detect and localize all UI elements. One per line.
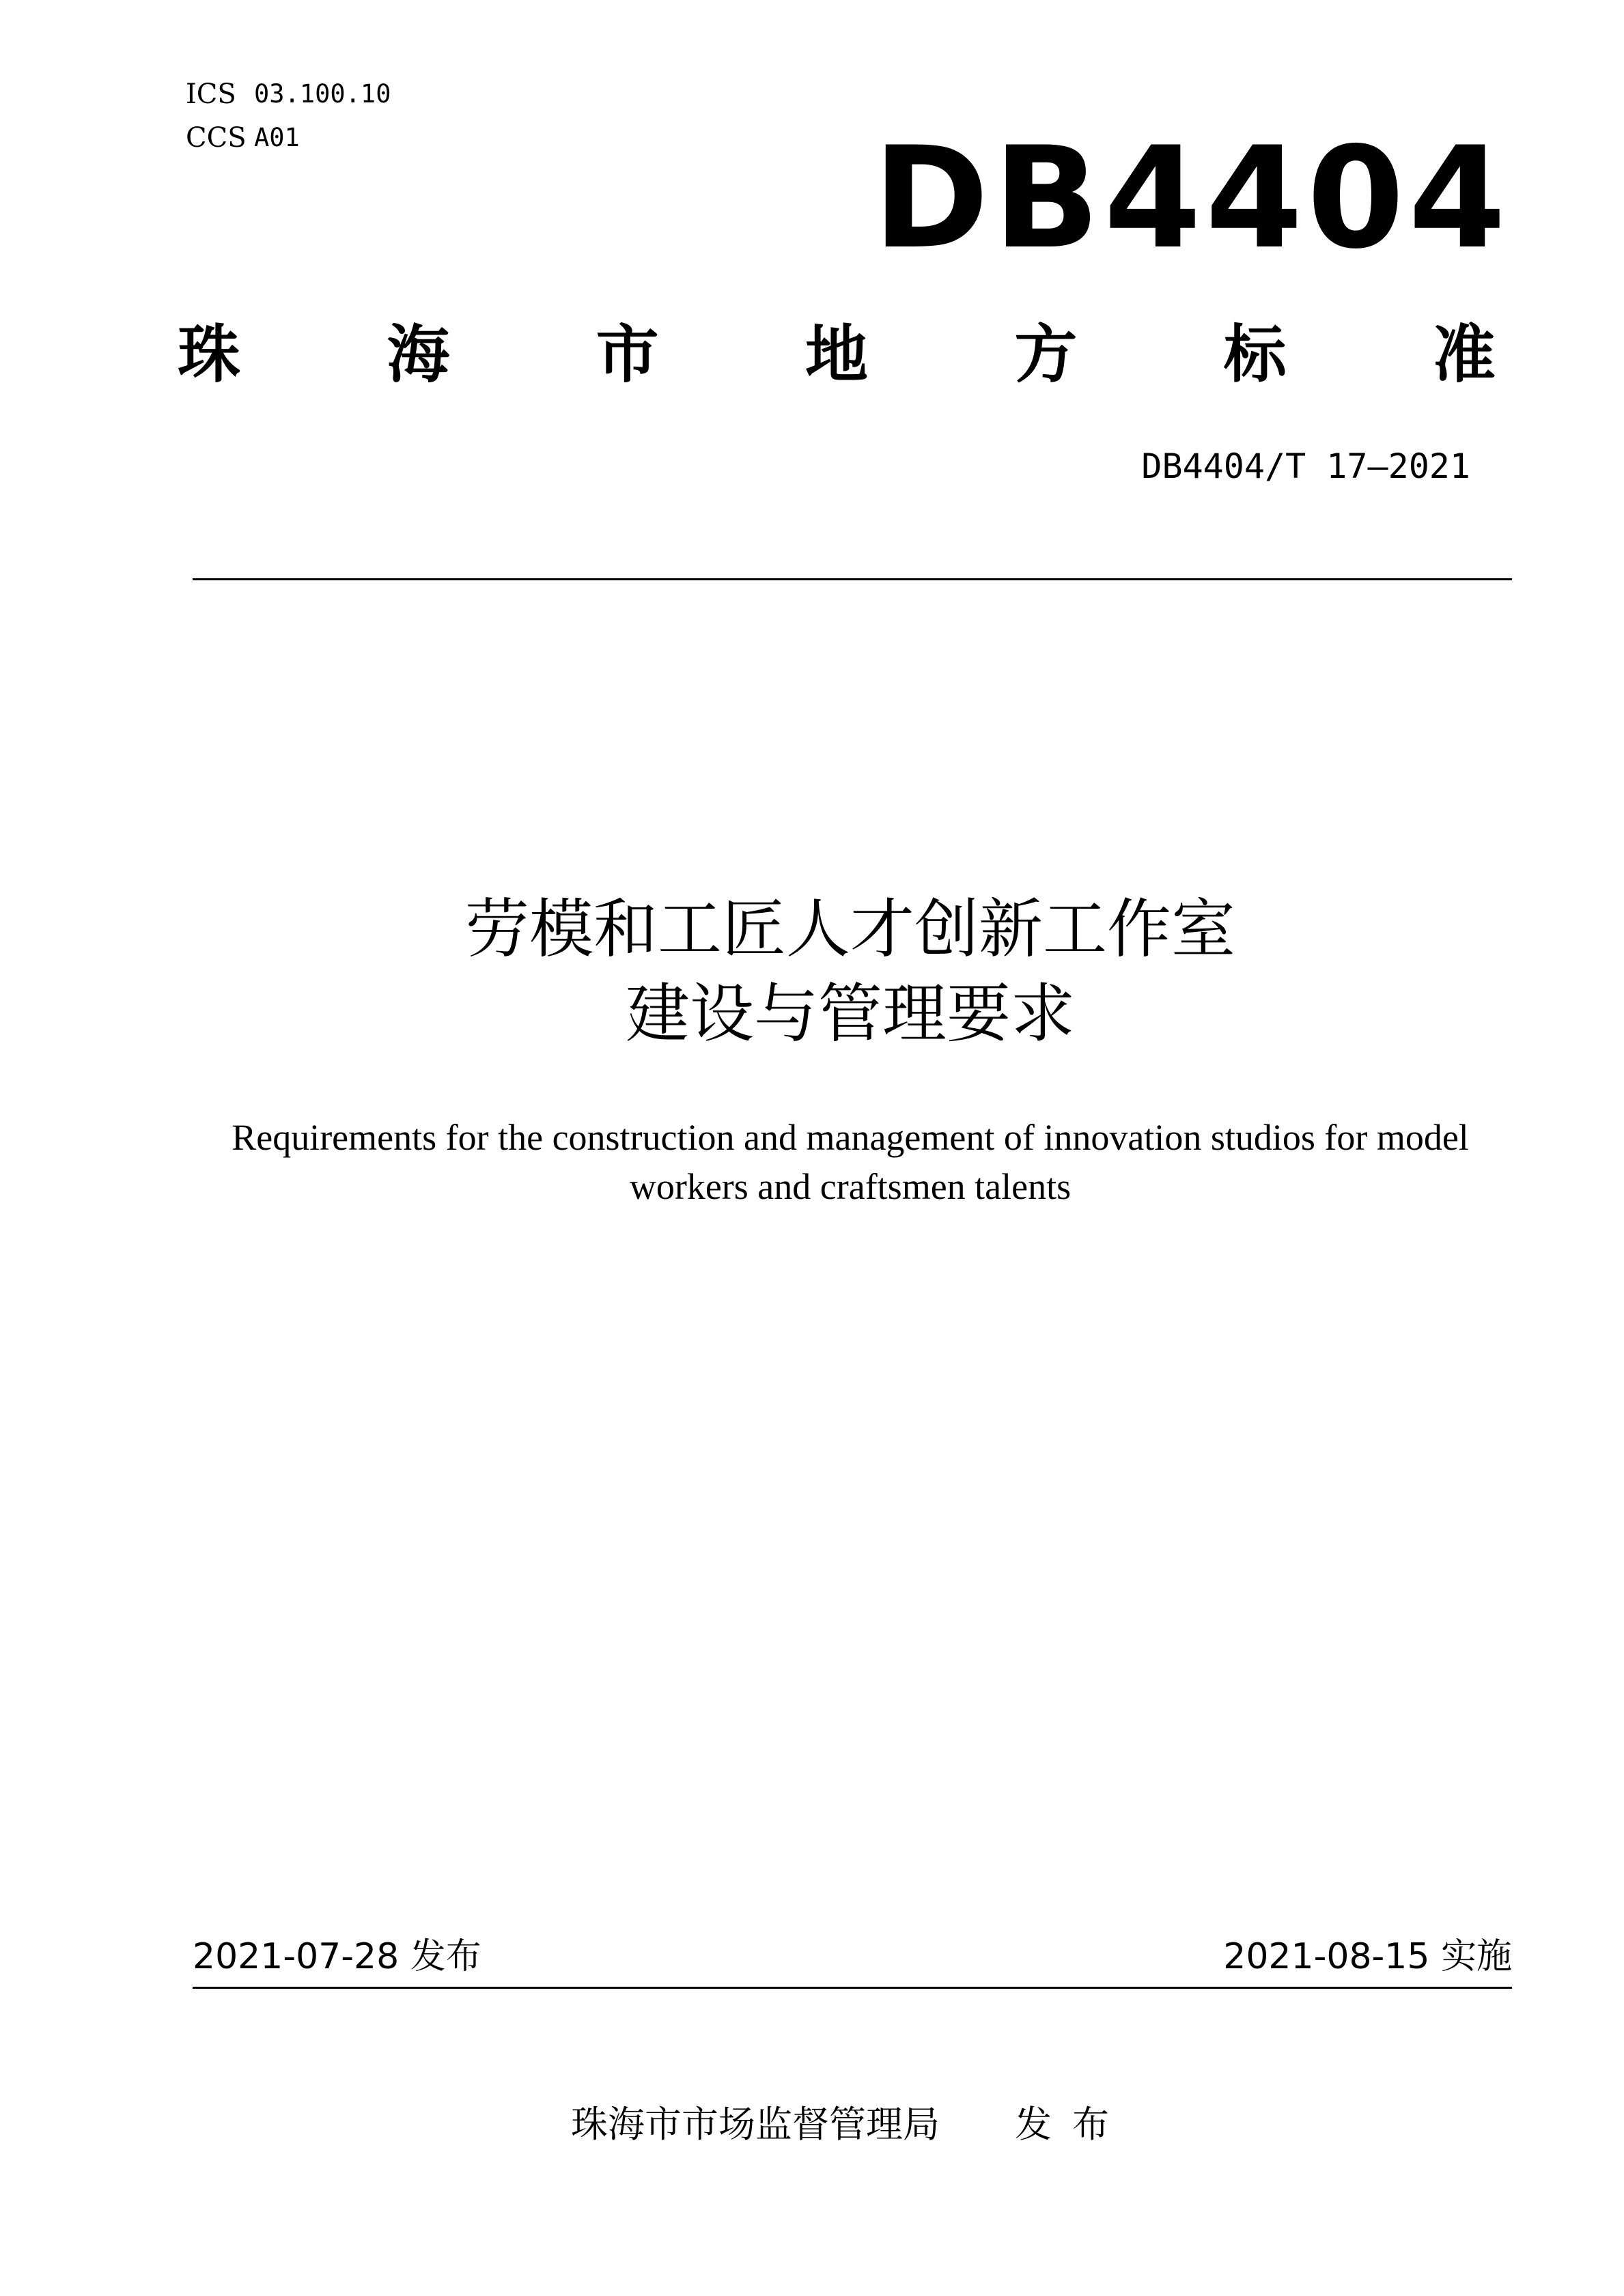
issue-date: 2021-07-28 发布 (193, 1936, 481, 1977)
ccs-code: A01 (254, 123, 300, 152)
standard-kind-char: 方 (1014, 318, 1078, 391)
title-chinese (0, 888, 1624, 1057)
header-divider (193, 578, 1512, 580)
standard-kind (178, 314, 1496, 396)
ics-code: 03.100.10 (254, 79, 391, 109)
db-standard-mark: DB4404 (873, 117, 1510, 280)
standard-kind-char: 珠 (178, 318, 241, 391)
implementation-date: 2021-08-15 实施 (1223, 1936, 1512, 1977)
title-english-line: Requirements for the construction and management of innovation studios for model (232, 1117, 1469, 1158)
issuer-action: 发布 (1015, 2103, 1130, 2146)
title-chinese-line: 建设与管理要求 (625, 977, 1075, 1051)
title-chinese-line: 劳模和工匠人才创新工作室 (464, 892, 1235, 967)
standard-kind-char: 准 (1432, 318, 1496, 391)
ics-label: ICS (186, 79, 236, 110)
standard-kind-char: 市 (596, 318, 659, 391)
standard-kind-char: 海 (387, 318, 450, 391)
standard-kind-char: 地 (804, 318, 868, 391)
footer-divider (193, 1987, 1512, 1989)
title-english (0, 1113, 1624, 1211)
issuer-name: 珠海市市场监督管理局 (571, 2103, 940, 2146)
standard-kind-char: 标 (1223, 318, 1287, 391)
ccs-label: CCS (186, 122, 247, 154)
standard-number: DB4404/T 17—2021 (1141, 447, 1470, 486)
issuer (0, 2101, 1624, 2149)
title-english-line: workers and craftsmen talents (629, 1166, 1072, 1207)
